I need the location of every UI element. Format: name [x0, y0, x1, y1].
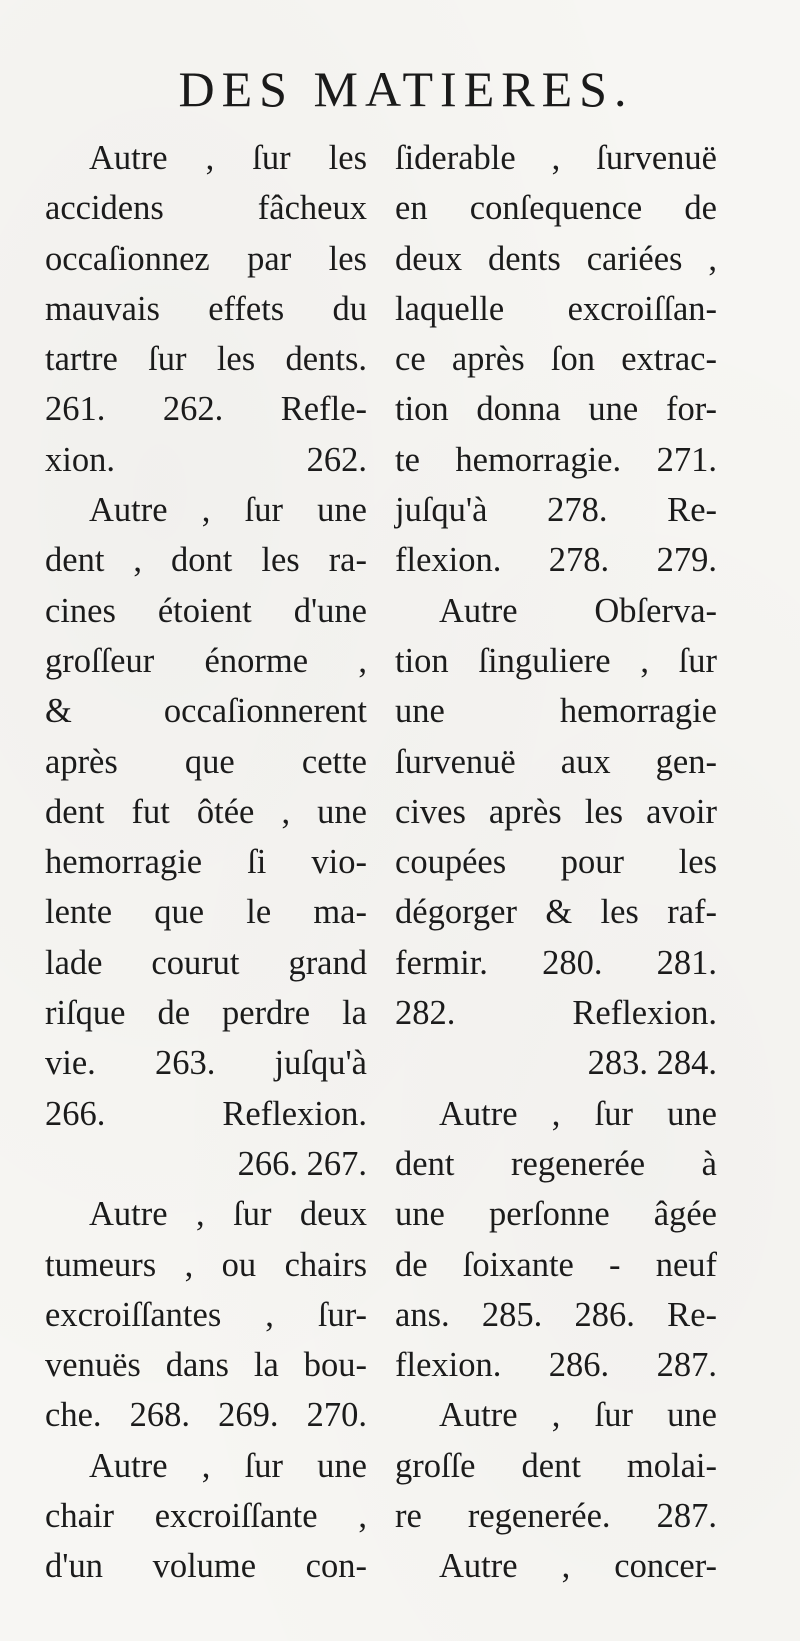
- index-line: une hemorragie: [395, 692, 717, 731]
- index-line: en conſequence de: [395, 189, 717, 228]
- index-line: fermir. 280. 281.: [395, 943, 717, 982]
- index-column-left: [45, 133, 367, 1592]
- index-line: de ſoixante - neuf: [395, 1245, 717, 1284]
- index-line: 266. Reflexion.: [45, 1094, 367, 1133]
- index-line: riſque de perdre la: [45, 994, 367, 1033]
- index-line: te hemorragie. 271.: [395, 440, 717, 479]
- index-line: Autre , concer-: [439, 1547, 717, 1586]
- index-line: ans. 285. 286. Re-: [395, 1295, 717, 1334]
- index-line: d'un volume con-: [45, 1547, 367, 1586]
- index-line: ce après ſon extrac-: [395, 340, 717, 379]
- index-line: flexion. 278. 279.: [395, 541, 717, 580]
- index-line: cines étoient d'une: [45, 591, 367, 630]
- index-line: flexion. 286. 287.: [395, 1346, 717, 1385]
- index-line: tartre ſur les dents.: [45, 340, 367, 379]
- index-line: tumeurs , ou chairs: [45, 1245, 367, 1284]
- index-line: hemorragie ſi vio-: [45, 843, 367, 882]
- index-line: vie. 263. juſqu'à: [45, 1044, 367, 1083]
- index-line: excroiſſantes , ſur-: [45, 1295, 367, 1334]
- index-line: cives après les avoir: [395, 792, 717, 831]
- page-title: DES MATIERES.: [178, 61, 634, 117]
- index-line: après que cette: [45, 742, 367, 781]
- index-line: tion ſinguliere , ſur: [395, 641, 717, 680]
- index-line: ſurvenuë aux gen-: [395, 742, 717, 781]
- index-line: re regenerée. 287.: [395, 1497, 717, 1536]
- index-line: Autre , ſur deux: [89, 1195, 367, 1234]
- index-line: juſqu'à 278. Re-: [395, 491, 717, 530]
- index-line: 282. Reflexion.: [395, 994, 717, 1033]
- index-line: 266. 267.: [237, 1144, 367, 1183]
- index-line: coupées pour les: [395, 843, 717, 882]
- index-line: Autre Obſerva-: [439, 591, 717, 630]
- index-line: 261. 262. Refle-: [45, 390, 367, 429]
- index-line: laquelle excroiſſan-: [395, 289, 717, 328]
- index-line: groſſe dent molai-: [395, 1446, 717, 1485]
- index-line: lente que le ma-: [45, 893, 367, 932]
- index-line: chair excroiſſante ,: [45, 1497, 367, 1536]
- index-line: Autre , ſur une: [439, 1094, 717, 1133]
- index-line: occaſionnez par les: [45, 239, 367, 278]
- index-line: tion donna une for-: [395, 390, 717, 429]
- index-line: venuës dans la bou-: [45, 1346, 367, 1385]
- index-line: Autre , ſur une: [439, 1396, 717, 1435]
- index-line: deux dents cariées ,: [395, 239, 717, 278]
- index-line: che. 268. 269. 270.: [45, 1396, 367, 1435]
- index-line: accidens fâcheux: [45, 189, 367, 228]
- index-line: dent regenerée à: [395, 1144, 717, 1183]
- index-line: Autre , ſur une: [89, 1446, 367, 1485]
- index-line: ſiderable , ſurvenuë: [395, 139, 717, 177]
- index-line: Autre , ſur les: [89, 139, 367, 177]
- index-column-right: [395, 133, 717, 1592]
- index-line: 283. 284.: [587, 1044, 717, 1083]
- index-line: groſſeur énorme ,: [45, 641, 367, 680]
- index-line: dent , dont les ra-: [45, 541, 367, 580]
- index-line: mauvais effets du: [45, 289, 367, 328]
- index-line: dégorger & les raf-: [395, 893, 717, 932]
- index-line: dent fut ôtée , une: [45, 792, 367, 831]
- index-line: & occaſionnerent: [45, 692, 367, 731]
- index-line: xion. 262.: [45, 440, 367, 479]
- index-line: Autre , ſur une: [89, 491, 367, 530]
- index-line: lade courut grand: [45, 943, 367, 982]
- index-line: une perſonne âgée: [395, 1195, 717, 1234]
